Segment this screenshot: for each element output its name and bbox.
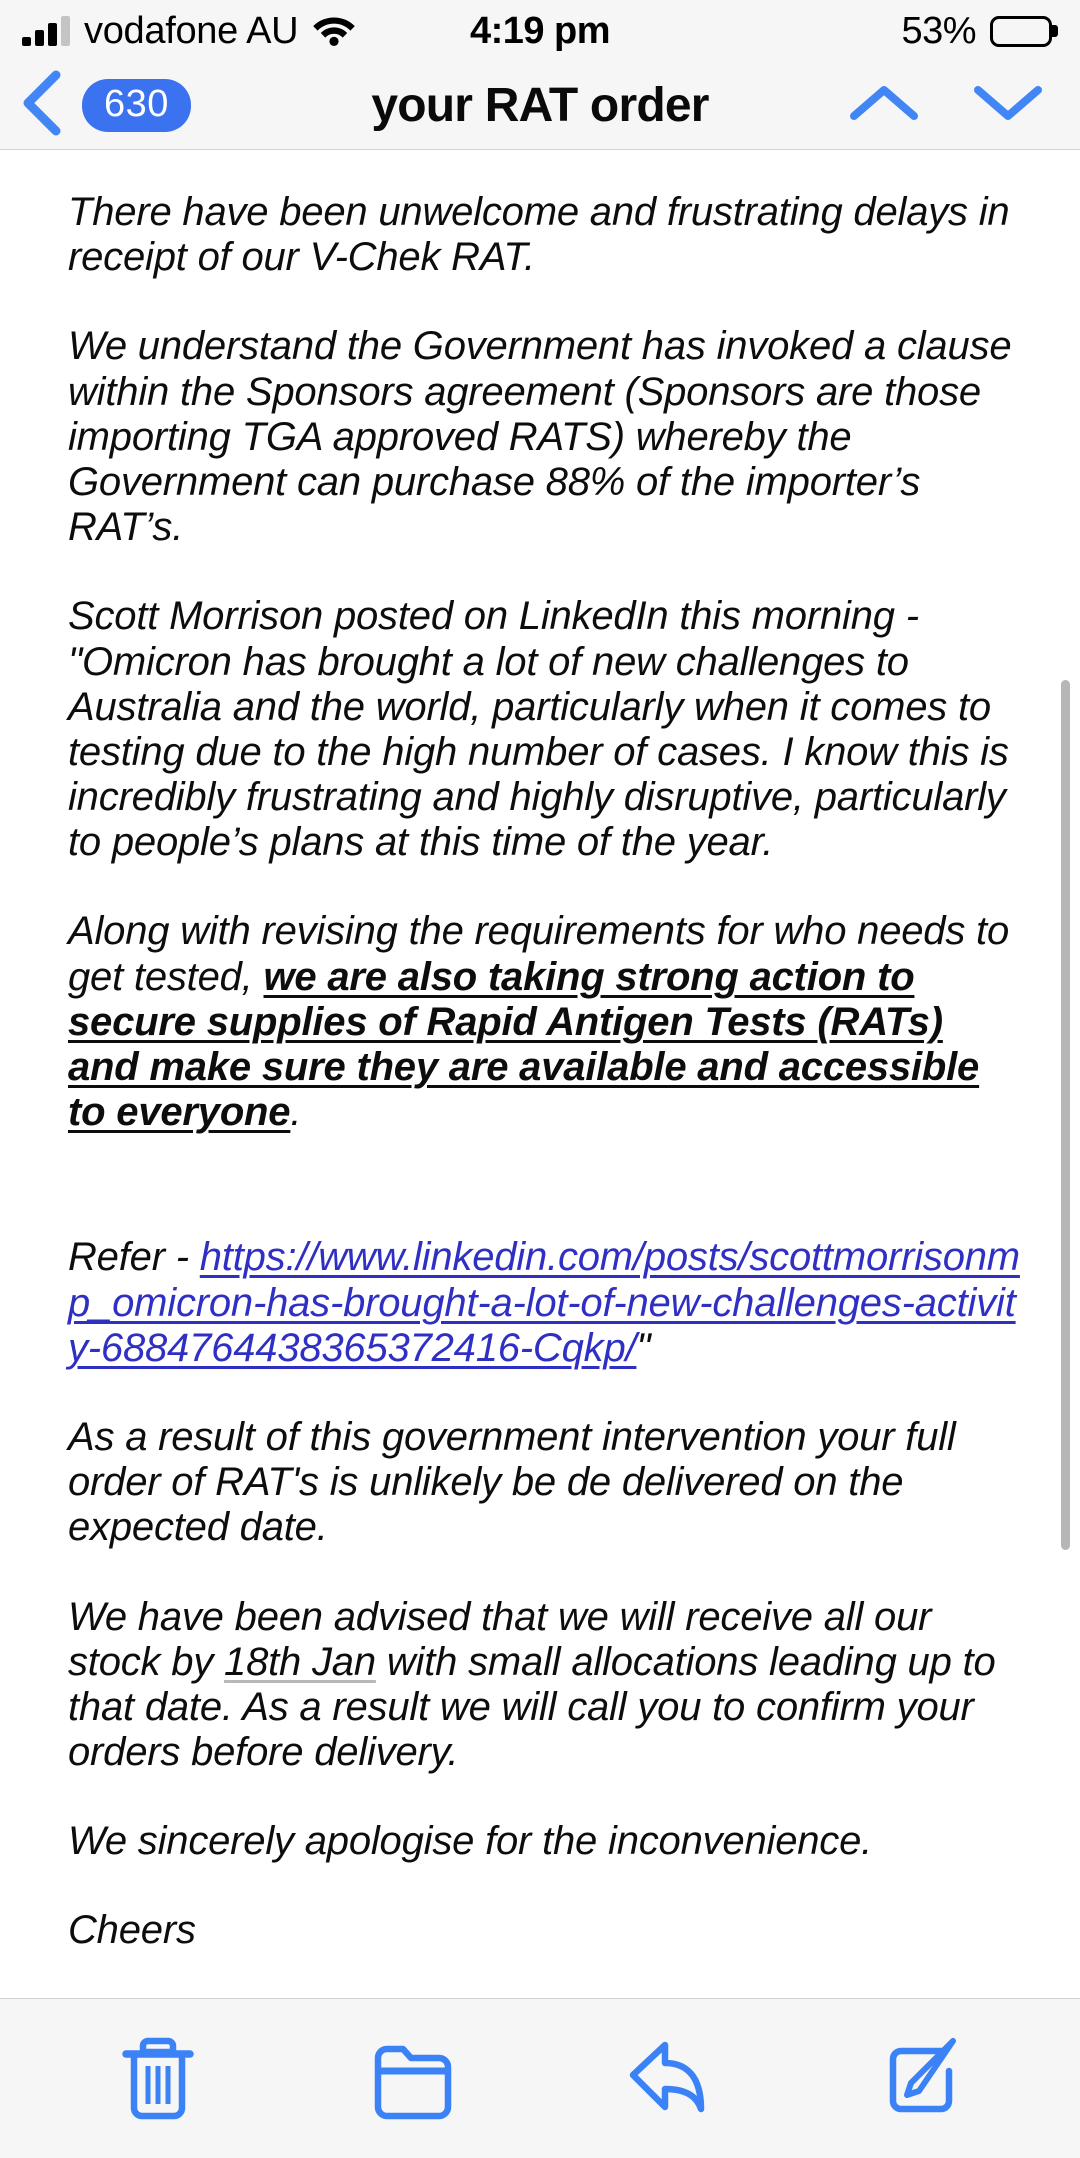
paragraph-7-lead: We have been advised that we will receive all our stock by [68,1594,932,1684]
carrier-label: vodafone AU [84,10,299,52]
battery-percent-label: 53% [901,9,976,52]
refer-label: Refer - [68,1235,200,1280]
cellular-signal-icon [22,16,70,46]
status-bar-right [901,10,1052,53]
chevron-left-icon[interactable] [18,67,66,144]
wifi-icon [312,12,356,51]
refer-tail-quote: " [636,1325,651,1370]
clock: 4:19 pm [469,9,611,52]
reply-button[interactable] [593,2018,743,2138]
paragraph-7-tail: with small allocations leading up to that date. As a result we will call you to confirm your orders before delivery. [68,1639,996,1775]
paragraph-3: Scott Morrison posted on LinkedIn this morning - "Omicron has brought a lot of new challenges to Australia and the world, particularly when it comes to testing due to the high number of cases. I know this is incredibly frustrating and highly disruptive, particularly to people’s plans at this time of the year. [68,594,1009,865]
nav-left-group [18,67,191,144]
message-body-scroll-area[interactable] [0,150,1080,1998]
compose-button[interactable] [848,2018,998,2138]
move-to-folder-button[interactable] [338,2018,488,2138]
paragraph-9-signoff: Cheers [68,1908,196,1953]
folder-icon [370,2038,456,2119]
linkedin-post-link[interactable]: https://www.linkedin.com/posts/scottmorrisonmp_omicron-has-brought-a-lot-of-new-challenges-activity-6884764438365372416-Cqkp/ [68,1235,1020,1370]
delete-button[interactable] [83,2018,233,2138]
paragraph-2: We understand the Government has invoked a clause within the Sponsors agreement (Sponsors are those importing TGA approved RATS) whereby the Government can purchase 88% of the importer’s RAT’s. [68,324,1012,550]
unread-count-badge[interactable]: 630 [82,79,191,132]
mail-action-toolbar [0,1998,1080,2158]
chevron-up-icon[interactable] [846,80,922,131]
email-body [68,190,1020,1954]
detected-date-link[interactable]: 18th Jan [224,1639,376,1684]
paragraph-4-emphasis: we are also taking strong action to secure supplies of Rapid Antigen Tests (RATs) and make sure they are available and accessible to everyone [68,954,980,1135]
compose-icon [883,2035,963,2122]
paragraph-4 [68,909,1020,1135]
paragraph-6: As a result of this government intervention your full order of RAT's is unlikely be de delivered on the expected date. [68,1414,956,1550]
paragraph-refer [68,1235,1020,1371]
paragraph-4-lead: Along with revising the requirements for who needs to get tested, [68,909,1010,999]
paragraph-4-tail: . [290,1090,302,1135]
page-title: your RAT order [371,79,709,132]
trash-icon [121,2032,195,2125]
navigation-bar [0,62,1080,150]
vertical-scrollbar[interactable] [1061,680,1070,1550]
chevron-down-icon[interactable] [970,80,1046,131]
status-bar-left [22,12,356,51]
nav-right-group [846,80,1046,131]
paragraph-1: There have been unwelcome and frustrating delays in receipt of our V-Chek RAT. [68,190,1010,280]
paragraph-8: We sincerely apologise for the inconvenience. [68,1819,873,1864]
battery-icon [990,16,1052,47]
paragraph-7 [68,1595,1020,1776]
status-bar [0,0,1080,62]
reply-arrow-icon [625,2037,711,2120]
